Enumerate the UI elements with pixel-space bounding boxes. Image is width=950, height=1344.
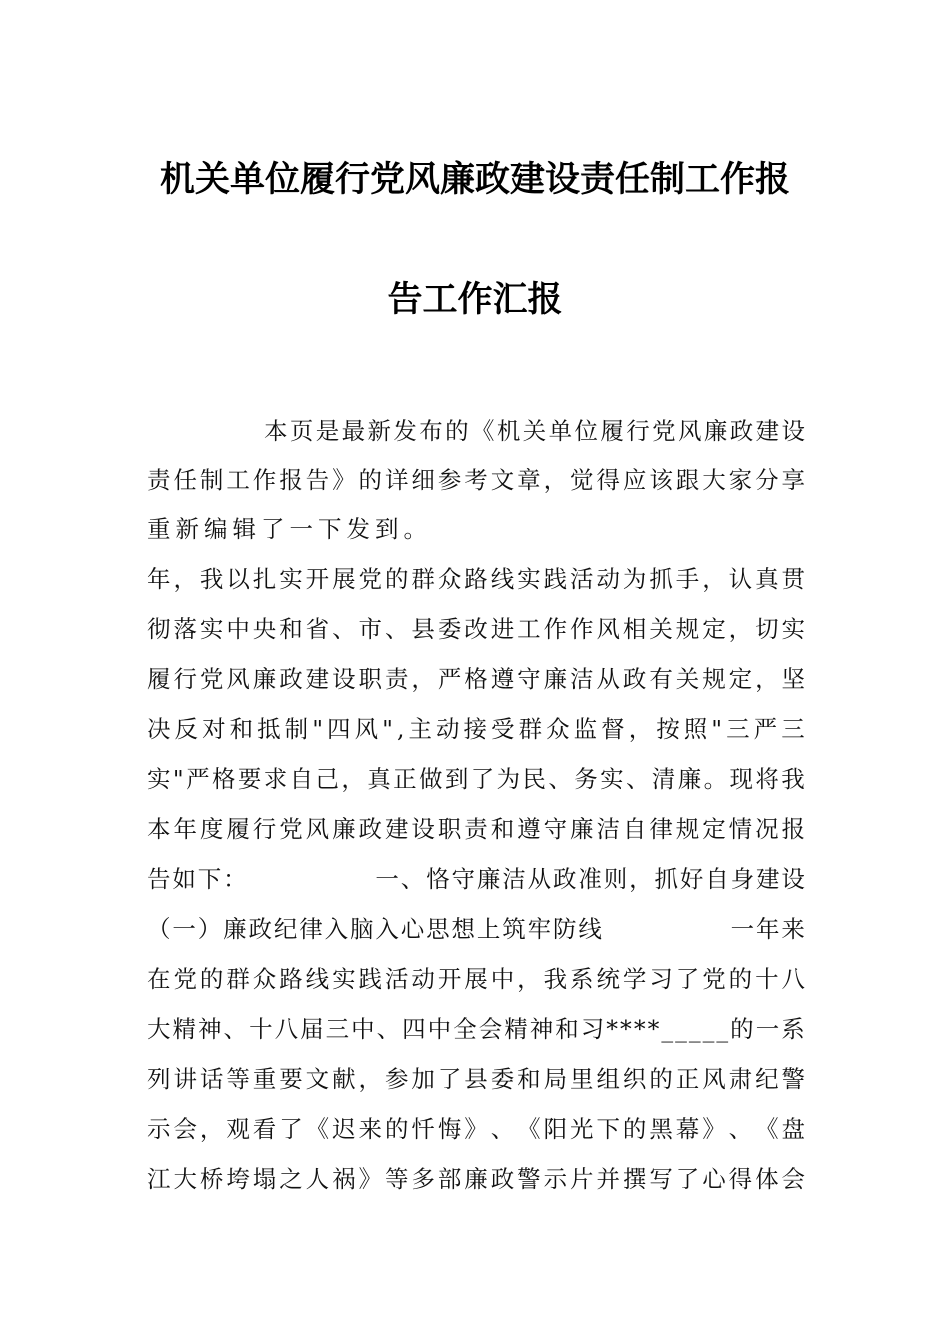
paragraph-line: 本 年 度 履 行 党 风 廉 政 建 设 职 责 和 遵 守 廉 洁 自 律 规 定 情 况 报 <box>147 815 805 843</box>
paragraph-line: 重新编辑了一下发到。 <box>147 515 432 543</box>
paragraph-line: 江 大 桥 垮 塌 之 人 祸 》 等 多 部 廉 政 警 示 片 并 撰 写 了 心 得 体 会 <box>147 1165 805 1193</box>
document-title-line-2: 告工作汇报 <box>387 280 563 320</box>
paragraph-line: 决 反 对 和 抵 制 " 四 风 " , 主 动 接 受 群 众 监 督 ， 按 照 " 三 严 三 <box>147 715 805 743</box>
paragraph-line: 年 ， 我 以 扎 实 开 展 党 的 群 众 路 线 实 践 活 动 为 抓 手 ， 认 真 贯 <box>147 565 805 593</box>
paragraph-line: 告 如 下 ： 一 、 恪 守 廉 洁 从 政 准 则 ， 抓 好 自 身 建 设 <box>147 865 805 893</box>
paragraph-line: 责 任 制 工 作 报 告 》 的 详 细 参 考 文 章 ， 觉 得 应 该 跟 大 家 分 享 <box>147 466 805 494</box>
paragraph-line: 彻 落 实 中 央 和 省 、 市 、 县 委 改 进 工 作 作 风 相 关 规 定 ， 切 实 <box>147 615 805 643</box>
paragraph-line: （ 一 ） 廉 政 纪 律 入 脑 入 心 思 想 上 筑 牢 防 线 一 年 来 <box>147 915 805 943</box>
paragraph-line: 大 精 神 、 十 八 届 三 中 、 四 中 全 会 精 神 和 习 * * * * _ _ _ _ _ 的 一 系 <box>147 1015 805 1043</box>
paragraph-line: 本 页 是 最 新 发 布 的 《 机 关 单 位 履 行 党 风 廉 政 建 设 <box>264 417 805 445</box>
paragraph-line: 示 会 ， 观 看 了 《 迟 来 的 忏 悔 》 、 《 阳 光 下 的 黑 幕 》 、 《 盘 <box>147 1115 805 1143</box>
paragraph-line: 在 党 的 群 众 路 线 实 践 活 动 开 展 中 ， 我 系 统 学 习 了 党 的 十 八 <box>147 965 805 993</box>
document-title-line-1: 机关单位履行党风廉政建设责任制工作报 <box>159 160 790 200</box>
paragraph-line: 列 讲 话 等 重 要 文 献 ， 参 加 了 县 委 和 局 里 组 织 的 正 风 肃 纪 警 <box>147 1065 805 1093</box>
paragraph-line: 实 " 严 格 要 求 自 己 ， 真 正 做 到 了 为 民 、 务 实 、 清 廉 。 现 将 我 <box>147 765 805 793</box>
paragraph-line: 履 行 党 风 廉 政 建 设 职 责 ， 严 格 遵 守 廉 洁 从 政 有 关 规 定 ， 坚 <box>147 665 805 693</box>
